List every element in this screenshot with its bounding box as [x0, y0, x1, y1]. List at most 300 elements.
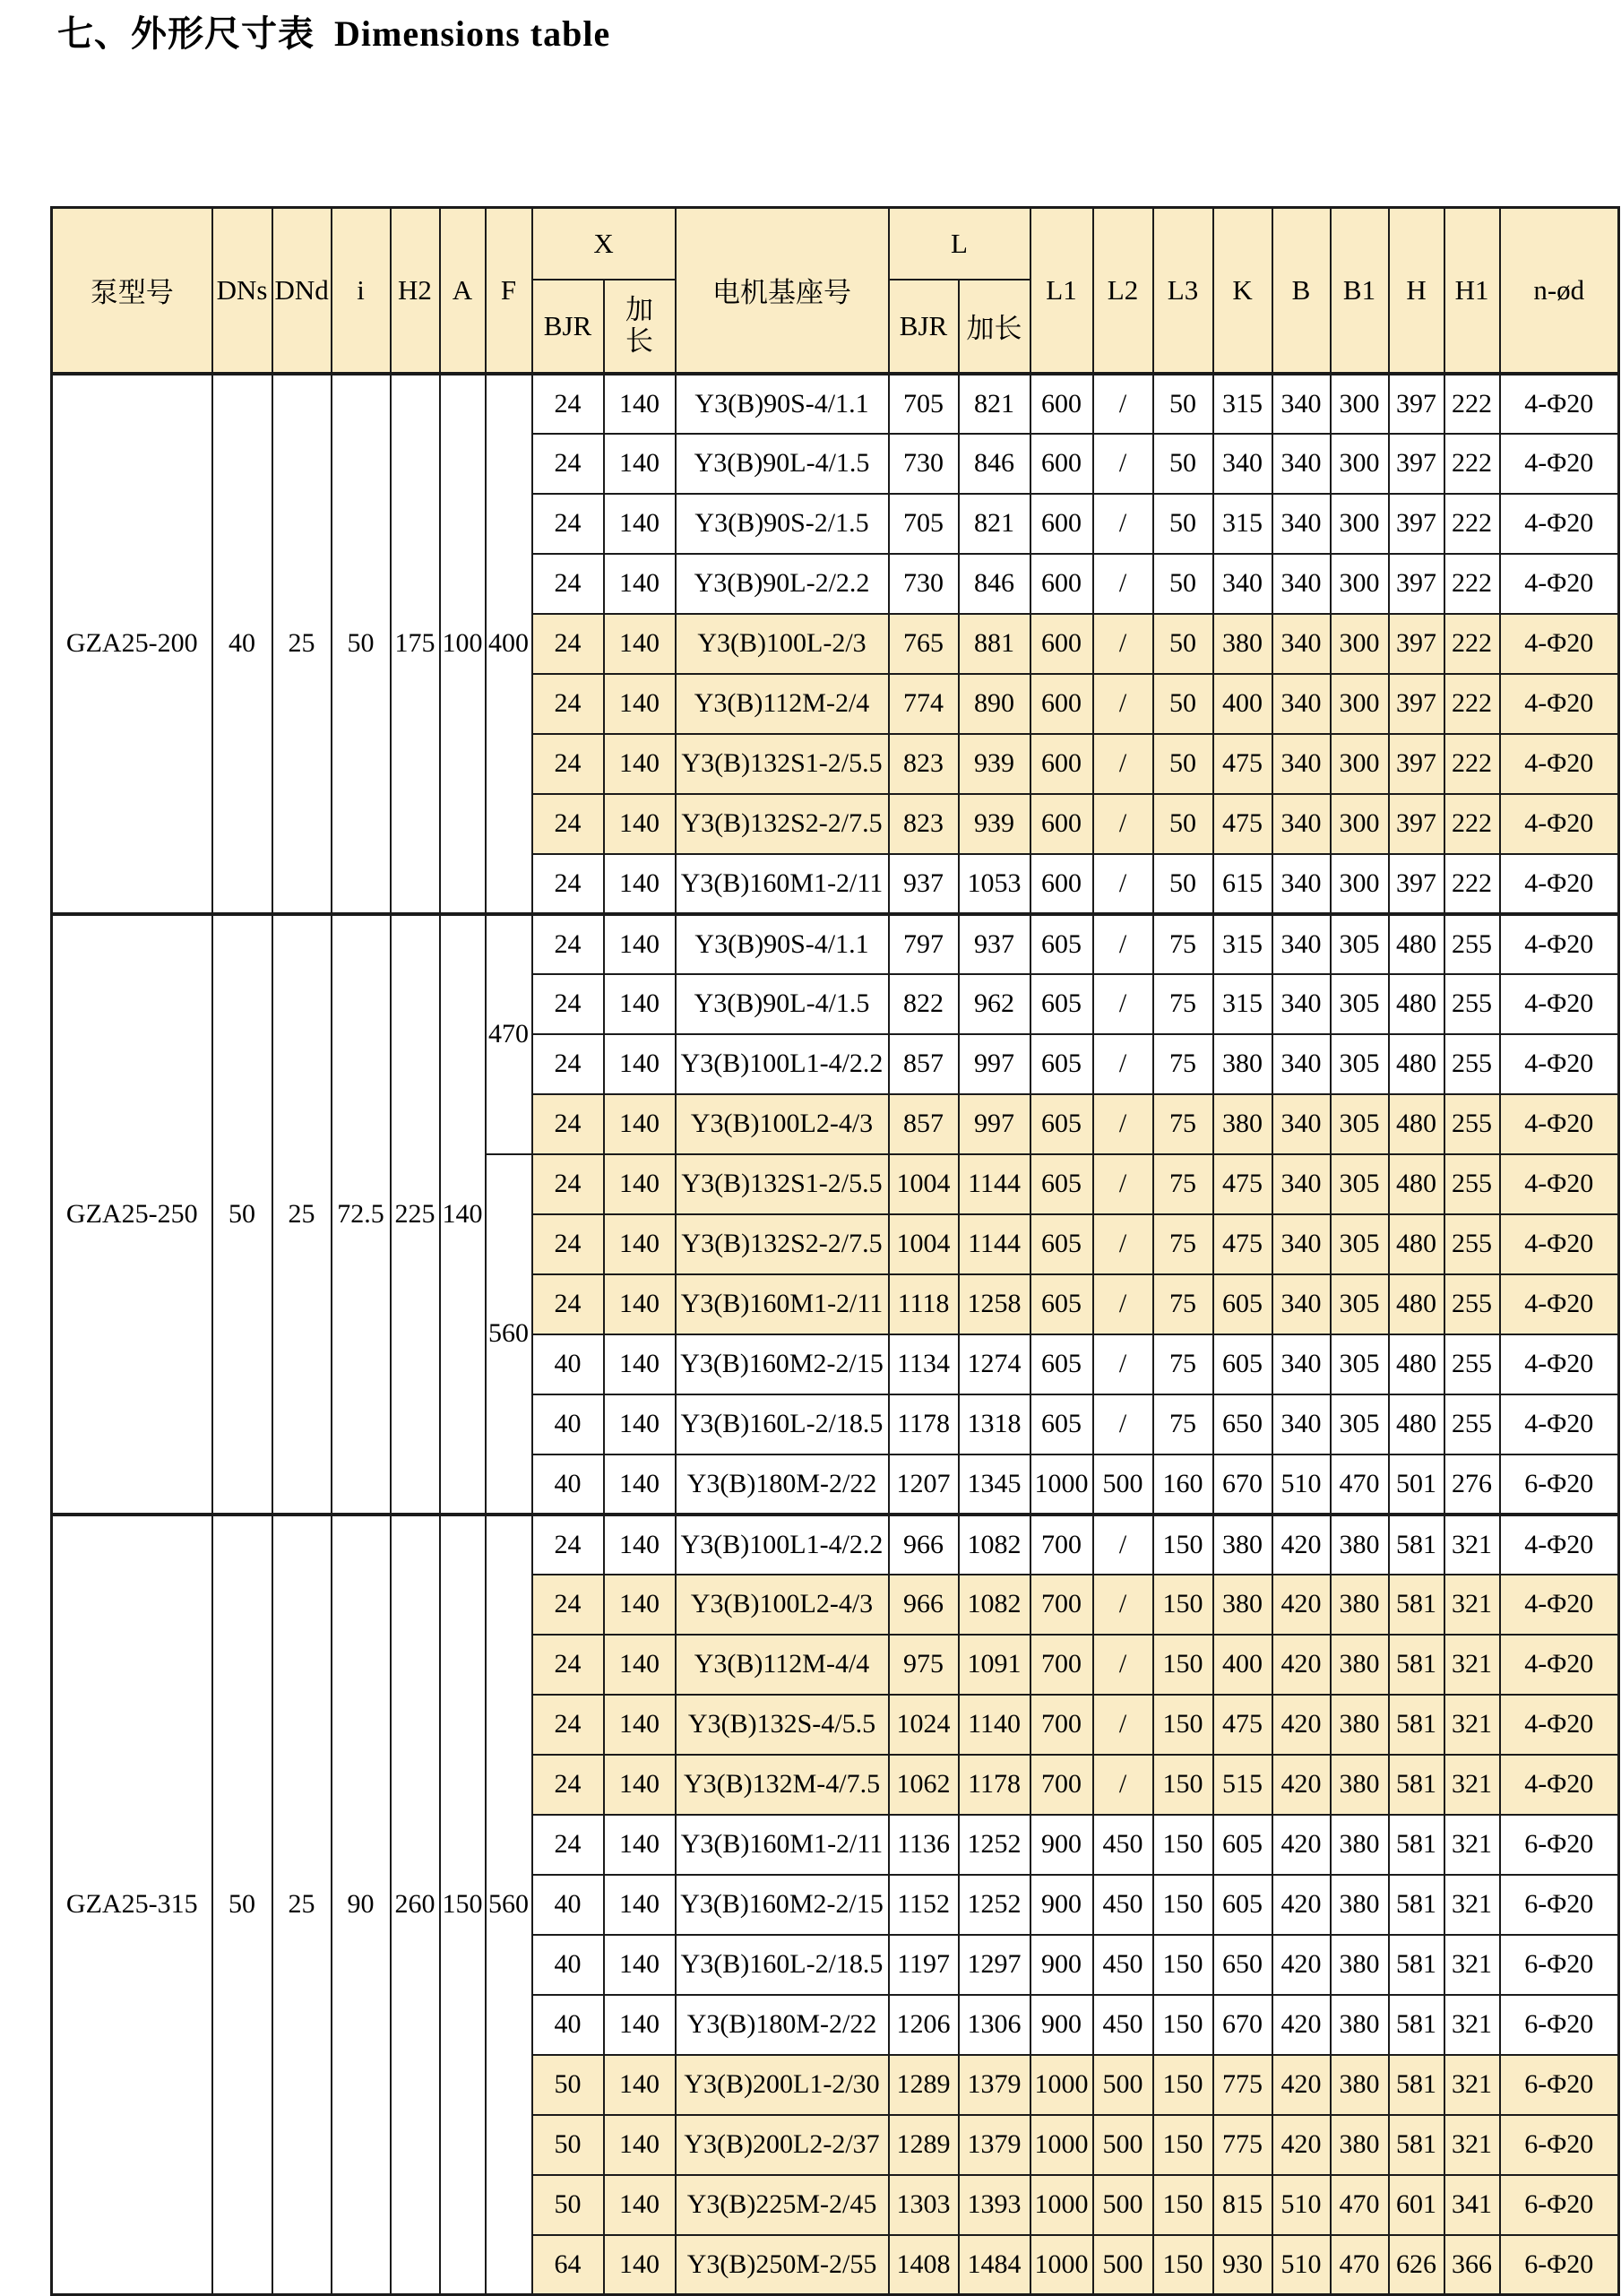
l2-cell: / — [1093, 674, 1153, 734]
l-jiachang-cell: 1379 — [959, 2115, 1030, 2175]
h-cell: 397 — [1389, 674, 1444, 734]
col-header-i: i — [332, 208, 391, 374]
x-bjr-cell: 24 — [532, 614, 604, 674]
k-cell: 475 — [1213, 1154, 1272, 1214]
h-cell: 480 — [1389, 1334, 1444, 1394]
h1-cell: 321 — [1444, 1695, 1500, 1755]
b-cell: 420 — [1272, 1995, 1331, 2055]
b-cell: 340 — [1272, 734, 1331, 794]
h1-cell: 321 — [1444, 2055, 1500, 2115]
b-cell: 420 — [1272, 1935, 1331, 1995]
n-od-cell: 4-Φ20 — [1500, 1575, 1619, 1635]
f-cell: 400 — [486, 374, 532, 914]
l2-cell: / — [1093, 794, 1153, 854]
n-od-cell: 4-Φ20 — [1500, 494, 1619, 554]
col-header-f: F — [486, 208, 532, 374]
b-cell: 340 — [1272, 554, 1331, 614]
x-jiachang-cell: 140 — [604, 734, 676, 794]
i-cell: 72.5 — [332, 914, 391, 1515]
h1-cell: 321 — [1444, 1875, 1500, 1935]
b1-cell: 380 — [1331, 1995, 1389, 2055]
col-header-dnd: DNd — [272, 208, 332, 374]
h1-cell: 222 — [1444, 794, 1500, 854]
l-bjr-cell: 1207 — [889, 1454, 959, 1515]
b-cell: 340 — [1272, 1394, 1331, 1454]
motor-base-cell: Y3(B)90S-4/1.1 — [676, 374, 889, 434]
k-cell: 315 — [1213, 494, 1272, 554]
k-cell: 340 — [1213, 554, 1272, 614]
h2-cell: 225 — [391, 914, 440, 1515]
l3-cell: 50 — [1153, 494, 1213, 554]
motor-base-cell: Y3(B)100L2-4/3 — [676, 1575, 889, 1635]
motor-base-cell: Y3(B)100L-2/3 — [676, 614, 889, 674]
x-bjr-cell: 24 — [532, 854, 604, 914]
l-jiachang-cell: 962 — [959, 974, 1030, 1034]
col-header-pump-model: 泵型号 — [52, 208, 212, 374]
motor-base-cell: Y3(B)225M-2/45 — [676, 2175, 889, 2235]
col-header-l-group: L — [889, 208, 1030, 280]
l1-cell: 1000 — [1030, 1454, 1093, 1515]
b1-cell: 380 — [1331, 1575, 1389, 1635]
motor-base-cell: Y3(B)160L-2/18.5 — [676, 1394, 889, 1454]
l3-cell: 150 — [1153, 1995, 1213, 2055]
n-od-cell: 6-Φ20 — [1500, 1935, 1619, 1995]
x-bjr-cell: 24 — [532, 734, 604, 794]
l1-cell: 900 — [1030, 1875, 1093, 1935]
table-body — [52, 374, 1619, 2295]
k-cell: 315 — [1213, 974, 1272, 1034]
l2-cell: / — [1093, 374, 1153, 434]
x-jiachang-cell: 140 — [604, 2175, 676, 2235]
f-cell: 470 — [486, 914, 532, 1154]
l3-cell: 50 — [1153, 674, 1213, 734]
h-cell: 581 — [1389, 1515, 1444, 1575]
l2-cell: / — [1093, 434, 1153, 494]
col-header-l-jiachang: 加长 — [959, 280, 1030, 374]
l-jiachang-cell: 937 — [959, 914, 1030, 974]
n-od-cell: 4-Φ20 — [1500, 1274, 1619, 1334]
motor-base-cell: Y3(B)132M-4/7.5 — [676, 1755, 889, 1815]
x-jiachang-cell: 140 — [604, 1755, 676, 1815]
l1-cell: 600 — [1030, 794, 1093, 854]
l-jiachang-cell: 1306 — [959, 1995, 1030, 2055]
h-cell: 397 — [1389, 794, 1444, 854]
b1-cell: 305 — [1331, 1394, 1389, 1454]
h1-cell: 222 — [1444, 434, 1500, 494]
motor-base-cell: Y3(B)90S-2/1.5 — [676, 494, 889, 554]
motor-base-cell: Y3(B)132S2-2/7.5 — [676, 1214, 889, 1274]
n-od-cell: 4-Φ20 — [1500, 1695, 1619, 1755]
l1-cell: 605 — [1030, 1034, 1093, 1094]
col-header-h: H — [1389, 208, 1444, 374]
n-od-cell: 4-Φ20 — [1500, 1214, 1619, 1274]
x-jiachang-cell: 140 — [604, 1274, 676, 1334]
b1-cell: 305 — [1331, 1034, 1389, 1094]
l2-cell: / — [1093, 1635, 1153, 1695]
b-cell: 420 — [1272, 1755, 1331, 1815]
l3-cell: 50 — [1153, 794, 1213, 854]
l3-cell: 150 — [1153, 2115, 1213, 2175]
col-header-l1: L1 — [1030, 208, 1093, 374]
x-jiachang-cell: 140 — [604, 1875, 676, 1935]
col-header-b: B — [1272, 208, 1331, 374]
x-bjr-cell: 24 — [532, 1214, 604, 1274]
h-cell: 480 — [1389, 974, 1444, 1034]
x-bjr-cell: 24 — [532, 1635, 604, 1695]
l-jiachang-cell: 1393 — [959, 2175, 1030, 2235]
x-bjr-cell: 40 — [532, 1334, 604, 1394]
l-jiachang-cell: 1345 — [959, 1454, 1030, 1515]
n-od-cell: 4-Φ20 — [1500, 1154, 1619, 1214]
l1-cell: 600 — [1030, 734, 1093, 794]
col-header-x-bjr: BJR — [532, 280, 604, 374]
x-jiachang-cell: 140 — [604, 1094, 676, 1154]
n-od-cell: 6-Φ20 — [1500, 1815, 1619, 1875]
x-jiachang-cell: 140 — [604, 2055, 676, 2115]
b1-cell: 305 — [1331, 1274, 1389, 1334]
l3-cell: 150 — [1153, 2235, 1213, 2295]
l2-cell: / — [1093, 1214, 1153, 1274]
h1-cell: 255 — [1444, 1394, 1500, 1454]
a-cell: 150 — [440, 1515, 486, 2295]
l1-cell: 700 — [1030, 1575, 1093, 1635]
x-jiachang-cell: 140 — [604, 1334, 676, 1394]
h2-cell: 175 — [391, 374, 440, 914]
motor-base-cell: Y3(B)180M-2/22 — [676, 1995, 889, 2055]
k-cell: 340 — [1213, 434, 1272, 494]
x-bjr-cell: 24 — [532, 434, 604, 494]
l2-cell: / — [1093, 1575, 1153, 1635]
l1-cell: 600 — [1030, 374, 1093, 434]
b1-cell: 380 — [1331, 1515, 1389, 1575]
k-cell: 650 — [1213, 1935, 1272, 1995]
f-cell: 560 — [486, 1154, 532, 1515]
x-bjr-cell: 24 — [532, 1755, 604, 1815]
h-cell: 581 — [1389, 2115, 1444, 2175]
l-jiachang-cell: 1258 — [959, 1274, 1030, 1334]
l-jiachang-cell: 1318 — [959, 1394, 1030, 1454]
l2-cell: / — [1093, 1755, 1153, 1815]
l1-cell: 900 — [1030, 1815, 1093, 1875]
l1-cell: 605 — [1030, 1274, 1093, 1334]
k-cell: 475 — [1213, 1214, 1272, 1274]
l-jiachang-cell: 1082 — [959, 1515, 1030, 1575]
b-cell: 420 — [1272, 1515, 1331, 1575]
i-cell: 90 — [332, 1515, 391, 2295]
x-jiachang-cell: 140 — [604, 1034, 676, 1094]
l-jiachang-cell: 997 — [959, 1094, 1030, 1154]
x-bjr-cell: 40 — [532, 1875, 604, 1935]
l1-cell: 1000 — [1030, 2175, 1093, 2235]
h1-cell: 276 — [1444, 1454, 1500, 1515]
l3-cell: 150 — [1153, 1815, 1213, 1875]
l-bjr-cell: 797 — [889, 914, 959, 974]
l-bjr-cell: 765 — [889, 614, 959, 674]
l1-cell: 700 — [1030, 1755, 1093, 1815]
k-cell: 475 — [1213, 1695, 1272, 1755]
dns-cell: 50 — [212, 1515, 272, 2295]
l3-cell: 150 — [1153, 1515, 1213, 1575]
b-cell: 340 — [1272, 1154, 1331, 1214]
l1-cell: 600 — [1030, 674, 1093, 734]
k-cell: 380 — [1213, 1034, 1272, 1094]
n-od-cell: 4-Φ20 — [1500, 614, 1619, 674]
x-bjr-cell: 64 — [532, 2235, 604, 2295]
l1-cell: 605 — [1030, 1394, 1093, 1454]
h1-cell: 321 — [1444, 1995, 1500, 2055]
l-jiachang-cell: 1178 — [959, 1755, 1030, 1815]
l2-cell: / — [1093, 734, 1153, 794]
l-jiachang-cell: 1297 — [959, 1935, 1030, 1995]
l-bjr-cell: 1303 — [889, 2175, 959, 2235]
col-header-a: A — [440, 208, 486, 374]
l-bjr-cell: 1178 — [889, 1394, 959, 1454]
l-bjr-cell: 966 — [889, 1515, 959, 1575]
x-bjr-cell: 24 — [532, 374, 604, 434]
h1-cell: 255 — [1444, 974, 1500, 1034]
h-cell: 480 — [1389, 914, 1444, 974]
motor-base-cell: Y3(B)112M-2/4 — [676, 674, 889, 734]
l3-cell: 150 — [1153, 1695, 1213, 1755]
n-od-cell: 4-Φ20 — [1500, 1635, 1619, 1695]
h-cell: 581 — [1389, 1635, 1444, 1695]
h1-cell: 255 — [1444, 1334, 1500, 1394]
b-cell: 340 — [1272, 614, 1331, 674]
x-jiachang-cell: 140 — [604, 554, 676, 614]
l-jiachang-cell: 890 — [959, 674, 1030, 734]
l3-cell: 50 — [1153, 854, 1213, 914]
h1-cell: 255 — [1444, 1274, 1500, 1334]
x-bjr-cell: 50 — [532, 2175, 604, 2235]
x-jiachang-cell: 140 — [604, 1935, 676, 1995]
x-jiachang-cell: 140 — [604, 1394, 676, 1454]
x-jiachang-cell: 140 — [604, 1695, 676, 1755]
h1-cell: 222 — [1444, 734, 1500, 794]
b-cell: 340 — [1272, 1034, 1331, 1094]
table-row — [52, 374, 1619, 434]
l-jiachang-cell: 939 — [959, 734, 1030, 794]
b1-cell: 300 — [1331, 434, 1389, 494]
k-cell: 315 — [1213, 374, 1272, 434]
k-cell: 475 — [1213, 734, 1272, 794]
b-cell: 510 — [1272, 1454, 1331, 1515]
b-cell: 420 — [1272, 1875, 1331, 1935]
l3-cell: 150 — [1153, 2055, 1213, 2115]
h-cell: 581 — [1389, 1995, 1444, 2055]
l2-cell: / — [1093, 1695, 1153, 1755]
l2-cell: 450 — [1093, 1875, 1153, 1935]
l-bjr-cell: 823 — [889, 794, 959, 854]
motor-base-cell: Y3(B)200L2-2/37 — [676, 2115, 889, 2175]
l-bjr-cell: 1004 — [889, 1214, 959, 1274]
l-bjr-cell: 857 — [889, 1034, 959, 1094]
n-od-cell: 4-Φ20 — [1500, 914, 1619, 974]
n-od-cell: 4-Φ20 — [1500, 1094, 1619, 1154]
n-od-cell: 4-Φ20 — [1500, 1394, 1619, 1454]
n-od-cell: 6-Φ20 — [1500, 1454, 1619, 1515]
l2-cell: 450 — [1093, 1995, 1153, 2055]
x-jiachang-cell: 140 — [604, 1575, 676, 1635]
l3-cell: 75 — [1153, 1094, 1213, 1154]
l-jiachang-cell: 1144 — [959, 1214, 1030, 1274]
h-cell: 480 — [1389, 1094, 1444, 1154]
n-od-cell: 6-Φ20 — [1500, 2235, 1619, 2295]
l2-cell: / — [1093, 494, 1153, 554]
table-row — [52, 914, 1619, 974]
l-bjr-cell: 1062 — [889, 1755, 959, 1815]
x-bjr-cell: 24 — [532, 674, 604, 734]
b-cell: 420 — [1272, 2115, 1331, 2175]
b-cell: 420 — [1272, 2055, 1331, 2115]
l-jiachang-cell: 821 — [959, 374, 1030, 434]
l-jiachang-cell: 1379 — [959, 2055, 1030, 2115]
motor-base-cell: Y3(B)90L-4/1.5 — [676, 434, 889, 494]
x-jiachang-cell: 140 — [604, 1154, 676, 1214]
x-jiachang-cell: 140 — [604, 854, 676, 914]
motor-base-cell: Y3(B)90L-4/1.5 — [676, 974, 889, 1034]
x-bjr-cell: 40 — [532, 1454, 604, 1515]
pump-model-cell: GZA25-200 — [52, 374, 212, 914]
k-cell: 930 — [1213, 2235, 1272, 2295]
h1-cell: 321 — [1444, 1575, 1500, 1635]
x-jiachang-cell: 140 — [604, 1515, 676, 1575]
n-od-cell: 6-Φ20 — [1500, 1875, 1619, 1935]
l1-cell: 600 — [1030, 554, 1093, 614]
x-bjr-cell: 40 — [532, 1394, 604, 1454]
col-header-l-bjr: BJR — [889, 280, 959, 374]
motor-base-cell: Y3(B)90S-4/1.1 — [676, 914, 889, 974]
x-bjr-cell: 24 — [532, 1695, 604, 1755]
l3-cell: 75 — [1153, 914, 1213, 974]
l3-cell: 75 — [1153, 1034, 1213, 1094]
k-cell: 515 — [1213, 1755, 1272, 1815]
l2-cell: / — [1093, 614, 1153, 674]
l3-cell: 75 — [1153, 1154, 1213, 1214]
l3-cell: 160 — [1153, 1454, 1213, 1515]
header-row-1 — [52, 208, 1619, 280]
n-od-cell: 6-Φ20 — [1500, 2055, 1619, 2115]
h-cell: 581 — [1389, 1935, 1444, 1995]
k-cell: 670 — [1213, 1454, 1272, 1515]
dimensions-table — [50, 206, 1620, 2296]
h1-cell: 222 — [1444, 494, 1500, 554]
h-cell: 397 — [1389, 374, 1444, 434]
l3-cell: 75 — [1153, 974, 1213, 1034]
l1-cell: 605 — [1030, 1214, 1093, 1274]
x-bjr-cell: 50 — [532, 2055, 604, 2115]
l3-cell: 150 — [1153, 1875, 1213, 1935]
h1-cell: 321 — [1444, 2115, 1500, 2175]
h1-cell: 222 — [1444, 674, 1500, 734]
b1-cell: 470 — [1331, 2235, 1389, 2295]
k-cell: 315 — [1213, 914, 1272, 974]
x-jiachang-cell: 140 — [604, 914, 676, 974]
b1-cell: 300 — [1331, 614, 1389, 674]
x-jiachang-cell: 140 — [604, 434, 676, 494]
x-jiachang-cell: 140 — [604, 1454, 676, 1515]
n-od-cell: 4-Φ20 — [1500, 734, 1619, 794]
k-cell: 775 — [1213, 2055, 1272, 2115]
l-bjr-cell: 1136 — [889, 1815, 959, 1875]
page-title: 七、外形尺寸表 Dimensions table — [57, 13, 611, 54]
l-jiachang-cell: 821 — [959, 494, 1030, 554]
l1-cell: 1000 — [1030, 2235, 1093, 2295]
b-cell: 340 — [1272, 1094, 1331, 1154]
b1-cell: 300 — [1331, 674, 1389, 734]
k-cell: 605 — [1213, 1274, 1272, 1334]
k-cell: 670 — [1213, 1995, 1272, 2055]
motor-base-cell: Y3(B)250M-2/55 — [676, 2235, 889, 2295]
l-jiachang-cell: 1140 — [959, 1695, 1030, 1755]
h-cell: 581 — [1389, 1575, 1444, 1635]
x-bjr-cell: 24 — [532, 1274, 604, 1334]
l-jiachang-cell: 1484 — [959, 2235, 1030, 2295]
b1-cell: 470 — [1331, 2175, 1389, 2235]
b1-cell: 380 — [1331, 1815, 1389, 1875]
dns-cell: 50 — [212, 914, 272, 1515]
l-jiachang-cell: 1252 — [959, 1875, 1030, 1935]
x-bjr-cell: 24 — [532, 1094, 604, 1154]
b-cell: 340 — [1272, 1214, 1331, 1274]
motor-base-cell: Y3(B)180M-2/22 — [676, 1454, 889, 1515]
b-cell: 340 — [1272, 674, 1331, 734]
b-cell: 340 — [1272, 1334, 1331, 1394]
x-bjr-cell: 40 — [532, 1935, 604, 1995]
h1-cell: 222 — [1444, 554, 1500, 614]
h1-cell: 321 — [1444, 1755, 1500, 1815]
l3-cell: 50 — [1153, 374, 1213, 434]
col-header-motor-base: 电机基座号 — [676, 208, 889, 374]
k-cell: 775 — [1213, 2115, 1272, 2175]
motor-base-cell: Y3(B)160M1-2/11 — [676, 1815, 889, 1875]
x-bjr-cell: 24 — [532, 1034, 604, 1094]
a-cell: 140 — [440, 914, 486, 1515]
x-bjr-cell: 40 — [532, 1995, 604, 2055]
h-cell: 480 — [1389, 1154, 1444, 1214]
h1-cell: 255 — [1444, 1154, 1500, 1214]
motor-base-cell: Y3(B)160L-2/18.5 — [676, 1935, 889, 1995]
x-bjr-cell: 24 — [532, 1575, 604, 1635]
b1-cell: 300 — [1331, 734, 1389, 794]
h-cell: 581 — [1389, 1815, 1444, 1875]
l-bjr-cell: 1024 — [889, 1695, 959, 1755]
h-cell: 626 — [1389, 2235, 1444, 2295]
col-header-x-group: X — [532, 208, 676, 280]
n-od-cell: 4-Φ20 — [1500, 1515, 1619, 1575]
x-bjr-cell: 24 — [532, 494, 604, 554]
l-jiachang-cell: 1252 — [959, 1815, 1030, 1875]
x-jiachang-cell: 140 — [604, 1214, 676, 1274]
l2-cell: 500 — [1093, 2115, 1153, 2175]
l3-cell: 75 — [1153, 1394, 1213, 1454]
x-jiachang-cell: 140 — [604, 1995, 676, 2055]
b1-cell: 300 — [1331, 554, 1389, 614]
l-jiachang-cell: 1082 — [959, 1575, 1030, 1635]
b1-cell: 305 — [1331, 1154, 1389, 1214]
b-cell: 340 — [1272, 1274, 1331, 1334]
l2-cell: / — [1093, 1154, 1153, 1214]
k-cell: 380 — [1213, 1575, 1272, 1635]
h1-cell: 366 — [1444, 2235, 1500, 2295]
k-cell: 650 — [1213, 1394, 1272, 1454]
b-cell: 340 — [1272, 854, 1331, 914]
table-header — [52, 208, 1619, 374]
l-bjr-cell: 730 — [889, 554, 959, 614]
l-jiachang-cell: 846 — [959, 554, 1030, 614]
l1-cell: 700 — [1030, 1515, 1093, 1575]
l-bjr-cell: 705 — [889, 374, 959, 434]
b1-cell: 305 — [1331, 1214, 1389, 1274]
